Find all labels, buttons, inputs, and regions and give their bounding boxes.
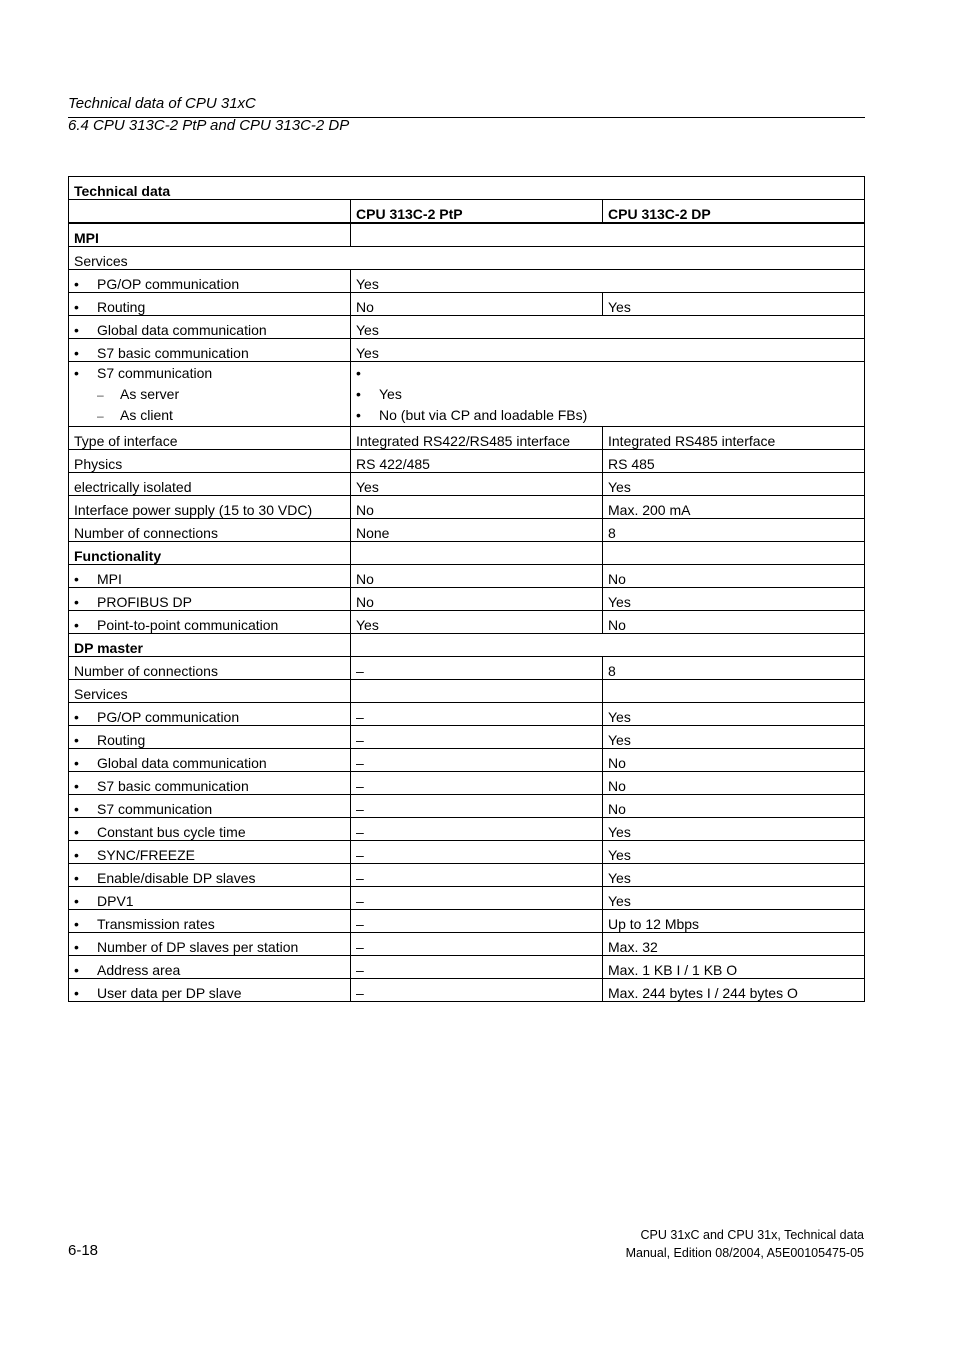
row-value-ptp: – [351, 910, 603, 933]
row-label-cell: • SYNC/FREEZE [69, 841, 351, 864]
table-caption: Technical data [69, 177, 865, 200]
row-label-cell: • Number of DP slaves per station [69, 933, 351, 956]
dash-icon: – [97, 388, 104, 402]
row-value: • • Yes • No (but via CP and loadable FBs) [351, 362, 865, 427]
row-value: Yes [351, 339, 865, 362]
row-label-cell: • Enable/disable DP slaves [69, 864, 351, 887]
row-label-cell: • MPI [69, 565, 351, 588]
row-value-dp: Max. 32 [603, 933, 865, 956]
bullet-icon: • [74, 893, 79, 909]
table-row [69, 519, 865, 542]
header-subtitle: 6.4 CPU 313C-2 PtP and CPU 313C-2 DP [68, 117, 350, 134]
table-row [69, 749, 865, 772]
row-value-ptp: No [351, 565, 603, 588]
table-row [69, 680, 865, 703]
bullet-icon: • [74, 778, 79, 794]
row-value-ptp: Integrated RS422/RS485 interface [351, 427, 603, 450]
row-value-ptp: – [351, 772, 603, 795]
table-row [69, 450, 865, 473]
table-row [69, 956, 865, 979]
table-row [69, 657, 865, 680]
table-row [69, 427, 865, 450]
row-label-cell: • S7 communication [69, 795, 351, 818]
bullet-icon: • [74, 732, 79, 748]
bullet-icon: • [356, 407, 361, 423]
bullet-icon: • [74, 939, 79, 955]
row-value-ptp: – [351, 956, 603, 979]
row-value-dp: Yes [603, 841, 865, 864]
bullet-icon: • [74, 571, 79, 587]
table-row [69, 247, 865, 270]
row-value-dp: Max. 244 bytes I / 244 bytes O [603, 979, 865, 1002]
row-label-cell: • PG/OP communication [69, 270, 351, 293]
row-label: Services [69, 247, 865, 270]
row-value-dp: Integrated RS485 interface [603, 427, 865, 450]
row-value: Yes [351, 316, 865, 339]
row-label: Interface power supply (15 to 30 VDC) [69, 496, 351, 519]
footer-line-1: CPU 31xC and CPU 31x, Technical data [640, 1228, 864, 1242]
table-row [69, 841, 865, 864]
row-label-cell: • Transmission rates [69, 910, 351, 933]
table-row [69, 726, 865, 749]
column-header-dp: CPU 313C-2 DP [603, 200, 865, 224]
dp-master-service-rows [69, 703, 865, 1002]
table-row [69, 887, 865, 910]
row-label-cell: • User data per DP slave [69, 979, 351, 1002]
row-value-dp: Max. 1 KB I / 1 KB O [603, 956, 865, 979]
row-value-dp: Yes [603, 887, 865, 910]
section-heading: DP master [69, 634, 351, 657]
bullet-icon: • [74, 847, 79, 863]
table-row [69, 496, 865, 519]
bullet-icon: • [74, 594, 79, 610]
row-label-cell: • Global data communication [69, 316, 351, 339]
table-row [69, 864, 865, 887]
row-value-ptp: – [351, 726, 603, 749]
row-label-cell: • Constant bus cycle time [69, 818, 351, 841]
row-value-ptp: – [351, 887, 603, 910]
row-value-ptp: Yes [351, 611, 603, 634]
row-label: Number of connections [69, 519, 351, 542]
row-value-ptp: No [351, 496, 603, 519]
row-label-cell: • PROFIBUS DP [69, 588, 351, 611]
row-label-cell: • Address area [69, 956, 351, 979]
row-value-ptp: – [351, 818, 603, 841]
section-heading: MPI [69, 223, 351, 247]
section-heading: Functionality [69, 542, 351, 565]
row-value-ptp: – [351, 933, 603, 956]
row-label-cell: • S7 basic communication [69, 772, 351, 795]
row-label: electrically isolated [69, 473, 351, 496]
bullet-icon: • [74, 870, 79, 886]
table-row [69, 795, 865, 818]
bullet-icon: • [356, 365, 361, 381]
table-row [69, 473, 865, 496]
table-row [69, 772, 865, 795]
row-value-ptp: No [351, 293, 603, 316]
row-value-dp: RS 485 [603, 450, 865, 473]
row-value-dp: Yes [603, 864, 865, 887]
row-label: Services [69, 680, 351, 703]
row-value-dp: Yes [603, 473, 865, 496]
row-label-cell: • S7 communication – As server – As client [69, 362, 351, 427]
table-row [69, 611, 865, 634]
column-header-ptp: CPU 313C-2 PtP [351, 200, 603, 224]
row-value-dp: Yes [603, 293, 865, 316]
row-value-ptp: – [351, 795, 603, 818]
row-value-ptp: – [351, 841, 603, 864]
row-value-dp: 8 [603, 519, 865, 542]
bullet-icon: • [74, 962, 79, 978]
bullet-icon: • [74, 824, 79, 840]
table-row [69, 362, 865, 427]
row-label-cell: • Routing [69, 293, 351, 316]
row-label-cell: • S7 basic communication [69, 339, 351, 362]
column-header-row [69, 200, 865, 224]
row-label: Number of connections [69, 657, 351, 680]
bullet-icon: • [74, 801, 79, 817]
row-label-cell: • DPV1 [69, 887, 351, 910]
footer-line-2: Manual, Edition 08/2004, A5E00105475-05 [625, 1246, 864, 1260]
table-row [69, 703, 865, 726]
row-value-ptp: Yes [351, 473, 603, 496]
header-title: Technical data of CPU 31xC [68, 95, 256, 112]
row-value-dp: Yes [603, 818, 865, 841]
table-row [69, 565, 865, 588]
row-value-dp: Yes [603, 726, 865, 749]
row-value-ptp: – [351, 979, 603, 1002]
row-value-dp: Yes [603, 703, 865, 726]
row-label: Physics [69, 450, 351, 473]
row-label-cell: • PG/OP communication [69, 703, 351, 726]
row-value-ptp: – [351, 703, 603, 726]
row-value-dp: Up to 12 Mbps [603, 910, 865, 933]
row-value-ptp: – [351, 864, 603, 887]
technical-data-table [68, 176, 865, 1002]
row-value: Yes [351, 270, 865, 293]
row-value-ptp: – [351, 749, 603, 772]
table-row [69, 293, 865, 316]
table-row [69, 979, 865, 1002]
section-row-dp-master [69, 634, 865, 657]
page-number: 6-18 [68, 1242, 99, 1259]
footer-info [626, 1226, 864, 1262]
section-row-functionality [69, 542, 865, 565]
bullet-icon: • [74, 365, 79, 381]
row-value-dp: No [603, 565, 865, 588]
bullet-icon: • [74, 322, 79, 338]
bullet-icon: • [74, 755, 79, 771]
row-label-cell: • Point-to-point communication [69, 611, 351, 634]
row-value-dp: No [603, 749, 865, 772]
row-value-dp: Max. 200 mA [603, 496, 865, 519]
row-value-dp: No [603, 795, 865, 818]
section-row-mpi [69, 223, 865, 247]
row-value-dp: No [603, 611, 865, 634]
column-header-empty [69, 200, 351, 224]
table-row [69, 588, 865, 611]
bullet-icon: • [74, 299, 79, 315]
table-row [69, 316, 865, 339]
table-row [69, 818, 865, 841]
dash-icon: – [97, 409, 104, 423]
row-value-dp: No [603, 772, 865, 795]
row-value-ptp: – [351, 657, 603, 680]
bullet-icon: • [74, 709, 79, 725]
table-caption-row [69, 177, 865, 200]
row-value-ptp: No [351, 588, 603, 611]
row-value-dp: Yes [603, 588, 865, 611]
row-label-cell: • Global data communication [69, 749, 351, 772]
table-row [69, 270, 865, 293]
row-value-dp: 8 [603, 657, 865, 680]
bullet-icon: • [74, 276, 79, 292]
bullet-icon: • [356, 386, 361, 402]
row-value-ptp: None [351, 519, 603, 542]
bullet-icon: • [74, 985, 79, 1001]
row-label: Type of interface [69, 427, 351, 450]
table-row [69, 933, 865, 956]
table-row [69, 339, 865, 362]
bullet-icon: • [74, 617, 79, 633]
row-value-ptp: RS 422/485 [351, 450, 603, 473]
bullet-icon: • [74, 345, 79, 361]
row-label-cell: • Routing [69, 726, 351, 749]
table-row [69, 910, 865, 933]
bullet-icon: • [74, 916, 79, 932]
